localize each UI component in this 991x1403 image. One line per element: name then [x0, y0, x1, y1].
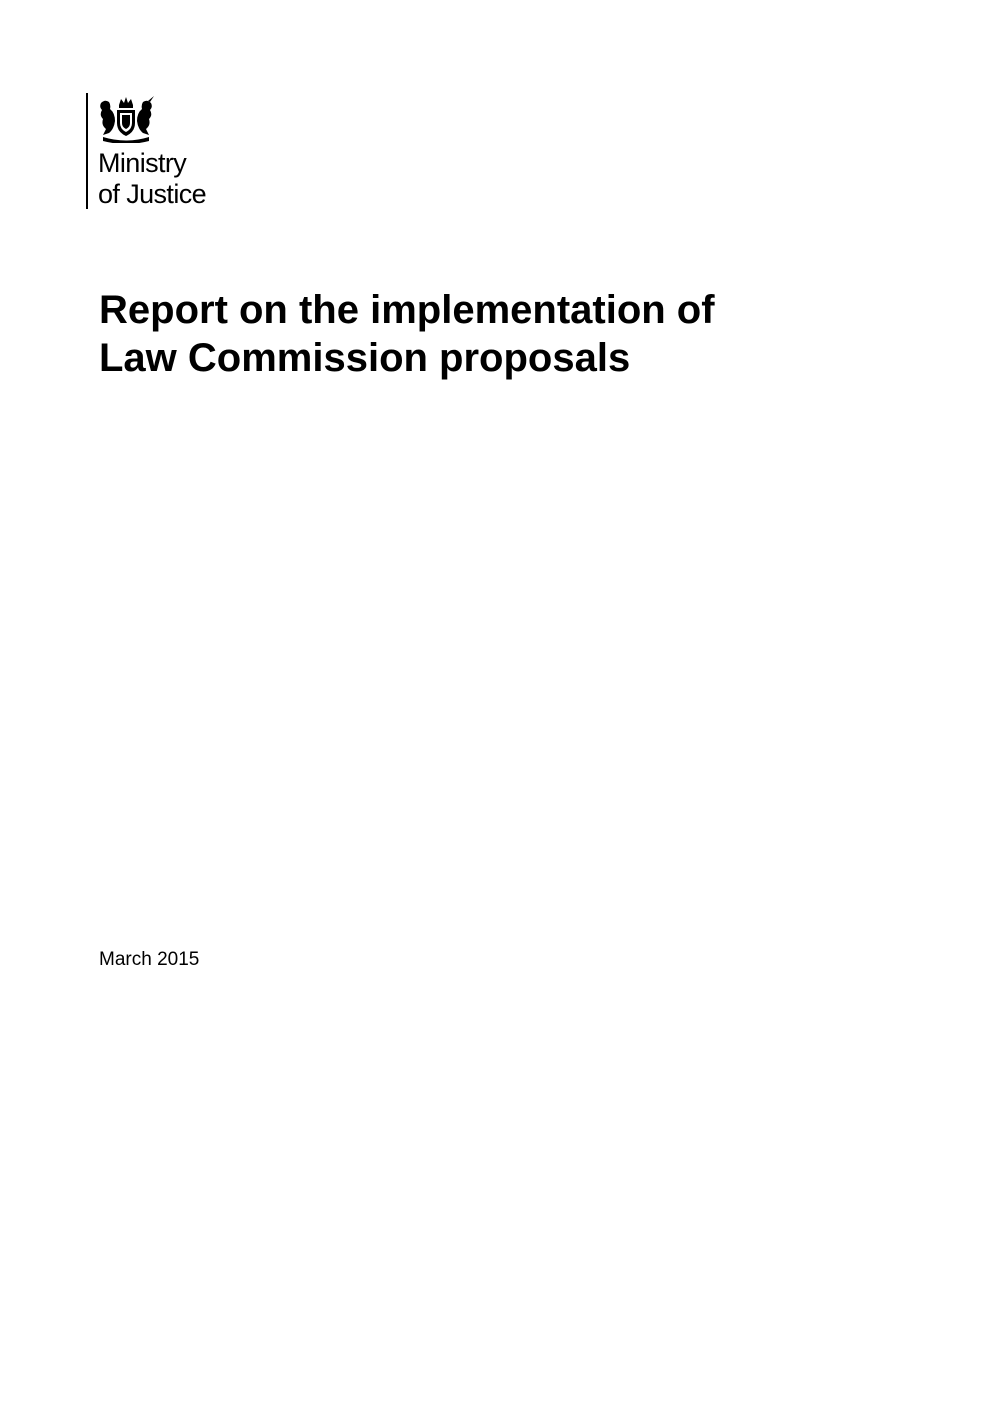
- publication-date: March 2015: [99, 949, 200, 970]
- logo-line-ministry: Ministry: [98, 148, 187, 178]
- document-title-line-1: Report on the implementation of: [99, 288, 715, 332]
- document-title-line-2: Law Commission proposals: [99, 336, 631, 380]
- logo-line-of-justice: of Justice: [98, 179, 207, 209]
- document-title: [99, 286, 859, 382]
- logo-wordmark: [98, 148, 206, 210]
- logo-divider-rule: [86, 93, 88, 209]
- royal-coat-of-arms-icon: [97, 95, 155, 143]
- ministry-of-justice-logo: [86, 93, 286, 213]
